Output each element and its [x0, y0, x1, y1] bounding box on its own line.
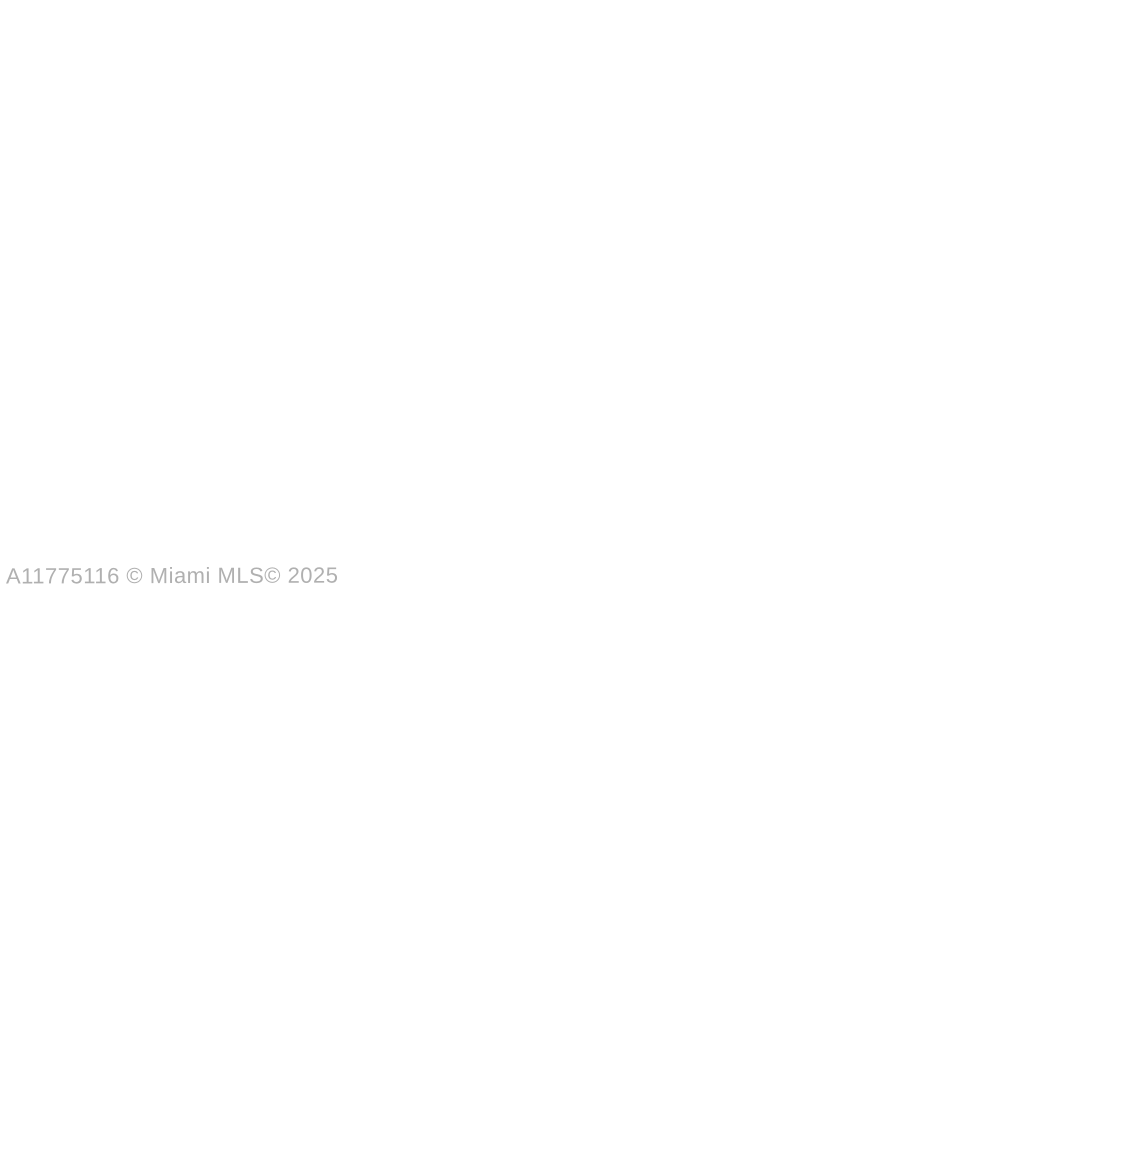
mls-watermark: A11775116 © Miami MLS© 2025	[5, 562, 339, 589]
column-left	[53, 1, 373, 30]
column-middle	[396, 0, 716, 28]
column-right	[738, 0, 1110, 34]
